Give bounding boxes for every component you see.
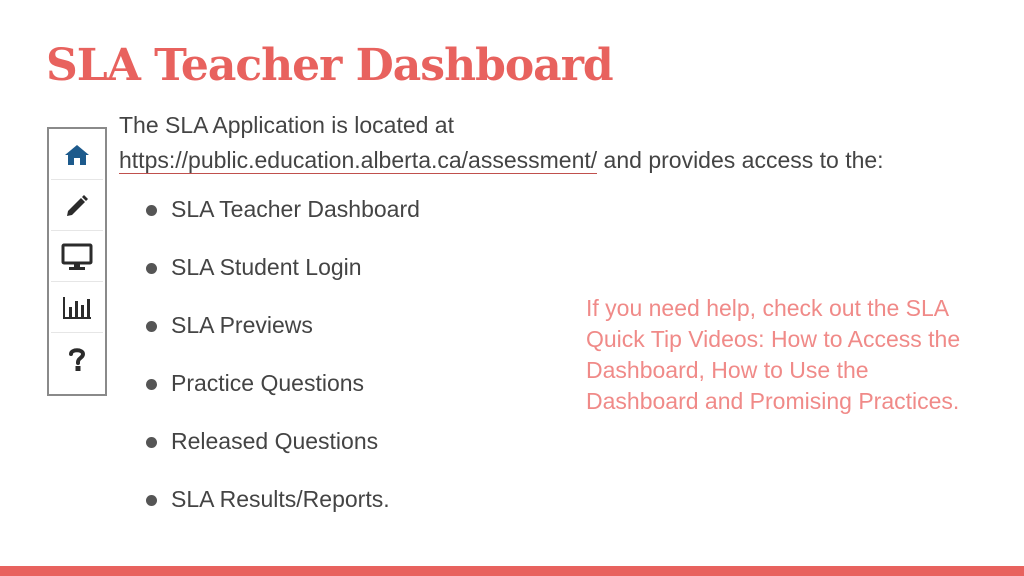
bullet-dot-icon [146, 379, 157, 390]
toolbar-home[interactable] [51, 131, 103, 180]
toolbar-help[interactable] [51, 335, 103, 383]
bullet-dot-icon [146, 495, 157, 506]
intro-line-2-suffix: and provides access to the: [597, 147, 884, 173]
list-item [146, 312, 420, 370]
intro-text [119, 108, 884, 178]
list-item-label: SLA Teacher Dashboard [171, 196, 420, 222]
monitor-icon [61, 243, 93, 271]
toolbar-reports[interactable] [51, 284, 103, 333]
intro-line-1: The SLA Application is located at [119, 112, 454, 138]
list-item-label: SLA Previews [171, 312, 313, 338]
list-item [146, 370, 420, 428]
list-item-label: SLA Student Login [171, 254, 362, 280]
list-item-label: Practice Questions [171, 370, 365, 396]
question-icon [67, 346, 87, 372]
bullet-dot-icon [146, 205, 157, 216]
bar-chart-icon [61, 295, 93, 321]
list-item [146, 254, 420, 312]
home-icon [64, 143, 90, 167]
page-title: SLA Teacher Dashboard [46, 40, 613, 91]
list-item [146, 486, 420, 544]
toolbar-monitor[interactable] [51, 233, 103, 282]
list-item-label: Released Questions [171, 428, 379, 454]
toolbar-edit[interactable] [51, 182, 103, 231]
intro-line-2 [119, 143, 884, 178]
footer-accent-bar [0, 566, 1024, 576]
assessment-link[interactable]: https://public.education.alberta.ca/assessment/ [119, 147, 598, 173]
bullet-dot-icon [146, 437, 157, 448]
bullet-dot-icon [146, 263, 157, 274]
list-item [146, 428, 420, 486]
list-item [146, 196, 420, 254]
access-list [146, 196, 420, 544]
dashboard-toolbar [47, 127, 107, 396]
list-item-label: SLA Results/Reports. [171, 486, 390, 512]
bullet-dot-icon [146, 321, 157, 332]
pencil-icon [64, 193, 90, 219]
help-note: If you need help, check out the SLA Quick Tip Videos: How to Access the Dashboard, How to Use the Dashboard and Promising Practices. [586, 295, 961, 414]
